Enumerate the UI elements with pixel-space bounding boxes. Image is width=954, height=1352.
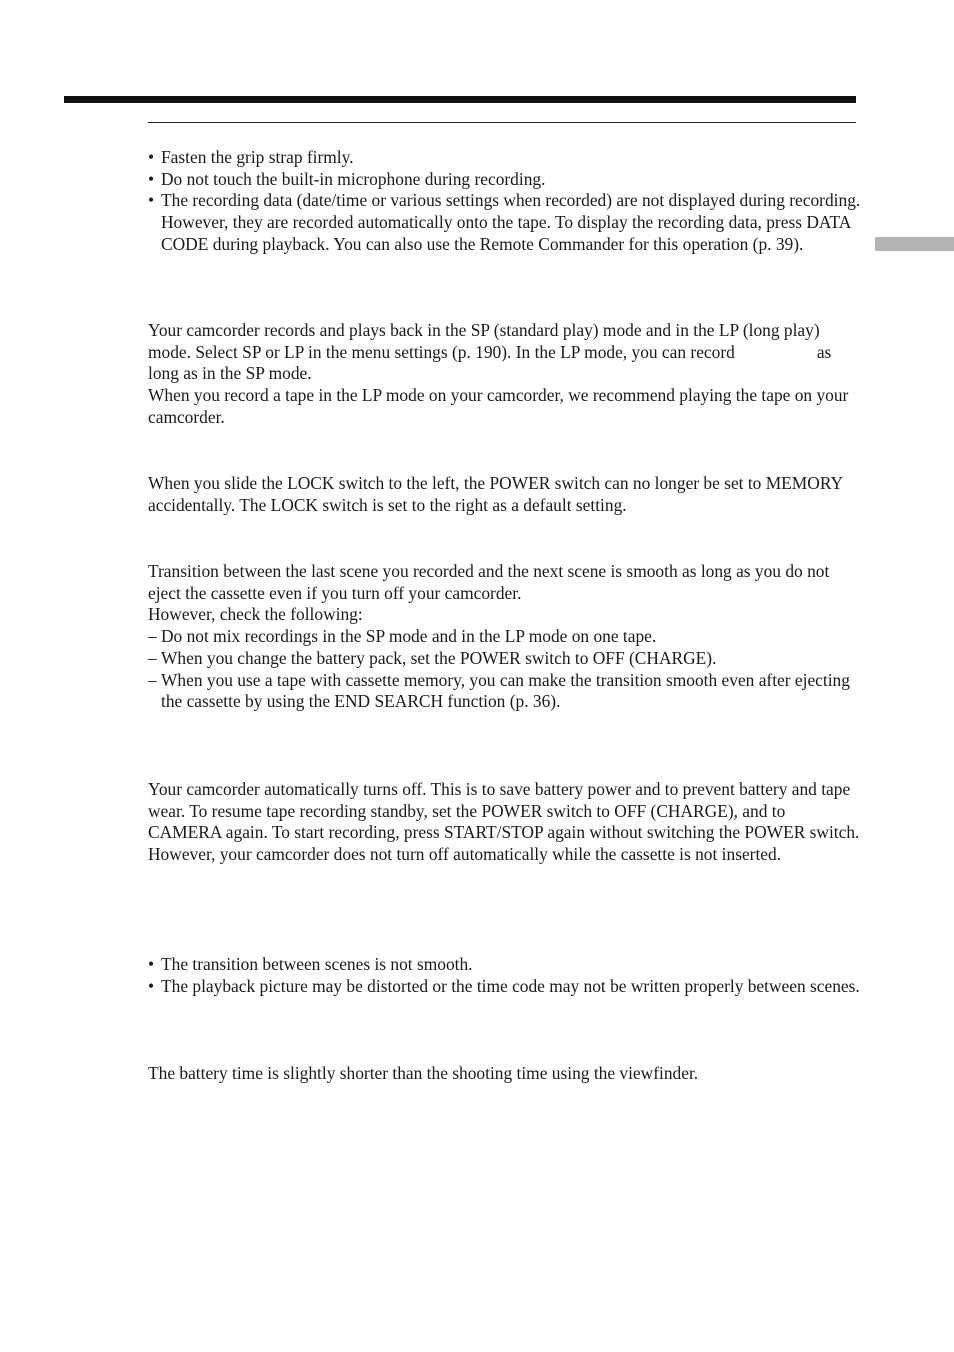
note-item: • Do not touch the built-in microphone during recording. [148, 169, 863, 191]
recording-mode-paragraph [148, 320, 863, 385]
header-rule-thin [148, 122, 856, 123]
note-item: • Fasten the grip strap firmly. [148, 147, 863, 169]
battery-section [148, 1063, 863, 1085]
note-item: • The recording data (date/time or various settings when recorded) are not displayed during recording. However, they are recorded automatically onto the tape. To display the recording data, press DATA CODE during playback. You can also use the Remote Commander for this operation (p. 39). [148, 190, 863, 255]
transition-check-paragraph: However, check the following: [148, 604, 363, 625]
mode-text-before: Your camcorder records and plays back in the SP (standard play) mode and in the LP (long play) mode. Select SP or LP in the menu settings (p. 190). In the LP mode, you can record [148, 320, 820, 362]
note-item: • The playback picture may be distorted or the time code may not be written properly between scenes. [148, 976, 863, 998]
header-rule-thick [64, 96, 856, 103]
notes-top-list [148, 147, 863, 256]
recording-mode-section [148, 320, 863, 429]
battery-paragraph: The battery time is slightly shorter than the shooting time using the viewfinder. [148, 1063, 699, 1083]
transition-section [148, 561, 863, 713]
section-side-tab [875, 237, 954, 251]
transition-item: – When you change the battery pack, set the POWER switch to OFF (CHARGE). [148, 648, 863, 670]
standby-section [148, 779, 863, 866]
notes-bottom-list [148, 954, 863, 997]
mode-text-after: as long as in the SP mode. [148, 341, 832, 384]
standby-paragraph: Your camcorder automatically turns off. This is to save battery power and to prevent battery and tape wear. To resume tape recording standby, set the POWER switch to OFF (CHARGE), and to CAMERA again. To start recording, press START/STOP again without switching the POWER switch. However, your camcorder does not turn off automatically while the cassette is not inserted. [148, 779, 860, 865]
lock-switch-section [148, 473, 863, 516]
lock-switch-paragraph: When you slide the LOCK switch to the left, the POWER switch can no longer be set to MEMORY accidentally. The LOCK switch is set to the right as a default setting. [148, 473, 843, 515]
lp-playback-paragraph: When you record a tape in the LP mode on your camcorder, we recommend playing the tape on your camcorder. [148, 385, 849, 427]
transition-item: – When you use a tape with cassette memory, you can make the transition smooth even after ejecting the cassette by using the END SEARCH function (p. 36). [148, 670, 863, 713]
note-item: • The transition between scenes is not smooth. [148, 954, 863, 976]
transition-item: – Do not mix recordings in the SP mode and in the LP mode on one tape. [148, 626, 863, 648]
transition-paragraph: Transition between the last scene you recorded and the next scene is smooth as long as you do not eject the cassette even if you turn off your camcorder. [148, 561, 830, 603]
